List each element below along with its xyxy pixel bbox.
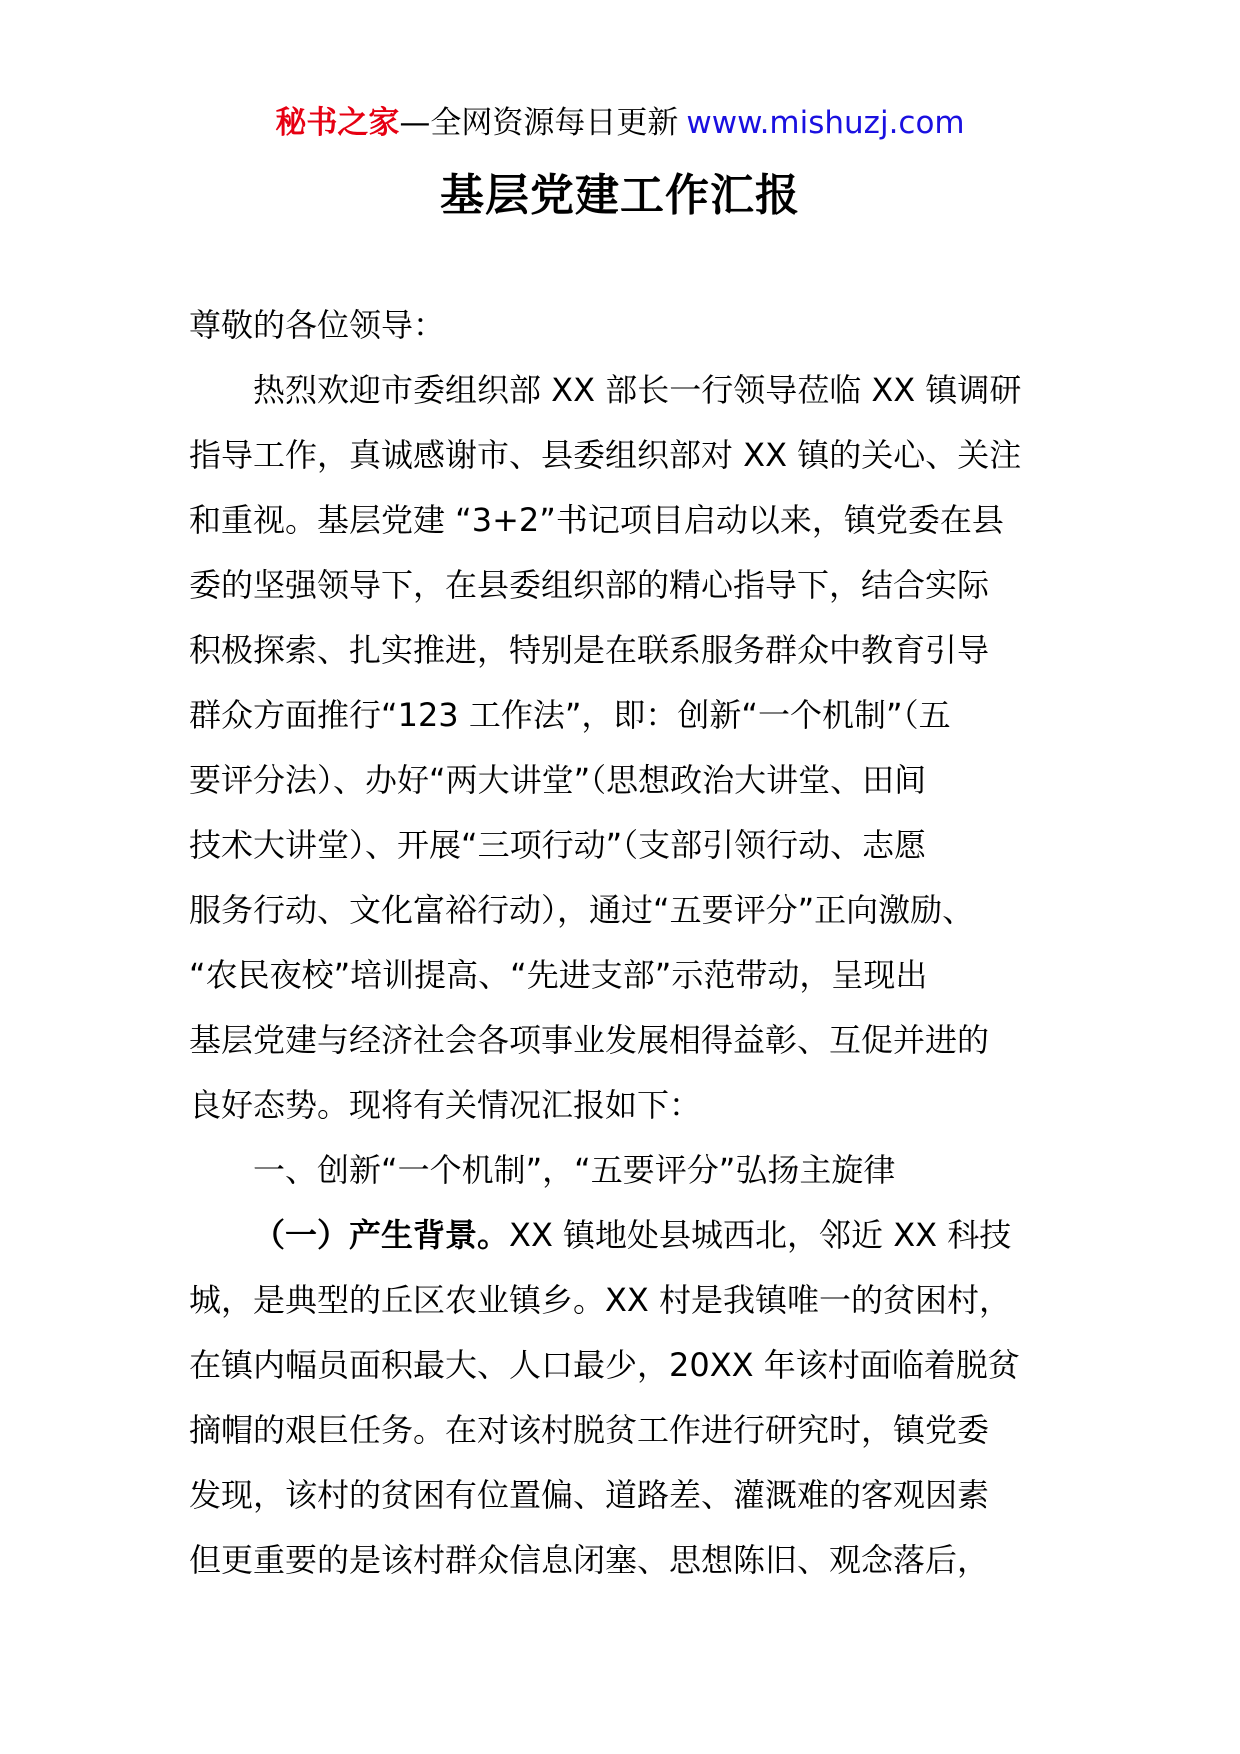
- paragraph-line: 指导工作，真诚感谢市、县委组织部对 XX 镇的关心、关注: [189, 436, 1022, 474]
- paragraph-line: 服务行动、文化富裕行动），通过“五要评分”正向激励、: [189, 891, 975, 929]
- subsection-first-line-text: XX 镇地处县城西北，邻近 XX 科技: [509, 1216, 1012, 1254]
- site-url-link[interactable]: www.mishuzj.com: [686, 105, 965, 141]
- paragraph-line: 基层党建与经济社会各项事业发展相得益彰、互促并进的: [189, 1021, 990, 1059]
- paragraph-line: 积极探索、扎实推进，特别是在联系服务群众中教育引导: [189, 631, 990, 669]
- site-header: [0, 100, 1240, 146]
- paragraph-line: “农民夜校”培训提高、“先进支部”示范带动，呈现出: [189, 956, 928, 994]
- paragraph-line: 群众方面推行“123 工作法”，即：创新“一个机制”（五: [189, 696, 951, 734]
- paragraph-line: 摘帽的艰巨任务。在对该村脱贫工作进行研究时，镇党委: [189, 1411, 990, 1449]
- salutation: 尊敬的各位领导：: [189, 306, 446, 344]
- paragraph-line: 在镇内幅员面积最大、人口最少，20XX 年该村面临着脱贫: [189, 1346, 1020, 1384]
- paragraph-line: 但更重要的是该村群众信息闭塞、思想陈旧、观念落后，: [189, 1541, 990, 1579]
- subsection-lead: （一）产生背景。: [253, 1216, 510, 1254]
- paragraph-line: 和重视。基层党建 “3+2”书记项目启动以来，镇党委在县: [189, 501, 1004, 539]
- paragraph-line: 热烈欢迎市委组织部 XX 部长一行领导莅临 XX 镇调研: [253, 371, 1022, 409]
- paragraph-line: 技术大讲堂）、开展“三项行动”（支部引领行动、志愿: [189, 826, 927, 864]
- subsection-first-line: [189, 1203, 1069, 1268]
- paragraph-line: 委的坚强领导下，在县委组织部的精心指导下，结合实际: [189, 566, 990, 604]
- section-heading: 一、创新“一个机制”，“五要评分”弘扬主旋律: [253, 1151, 896, 1189]
- paragraph-line: 发现，该村的贫困有位置偏、道路差、灌溉难的客观因素: [189, 1476, 990, 1514]
- document-body: [189, 293, 1069, 1593]
- paragraph-line: 良好态势。现将有关情况汇报如下：: [189, 1086, 702, 1124]
- paragraph-line: 城，是典型的丘区农业镇乡。XX 村是我镇唯一的贫困村，: [189, 1281, 1012, 1319]
- brand-name: 秘书之家: [275, 105, 400, 141]
- document-title: 基层党建工作汇报: [440, 170, 800, 221]
- header-tagline: —全网资源每日更新: [399, 105, 679, 141]
- paragraph-line: 要评分法）、办好“两大讲堂”（思想政治大讲堂、田间: [189, 761, 927, 799]
